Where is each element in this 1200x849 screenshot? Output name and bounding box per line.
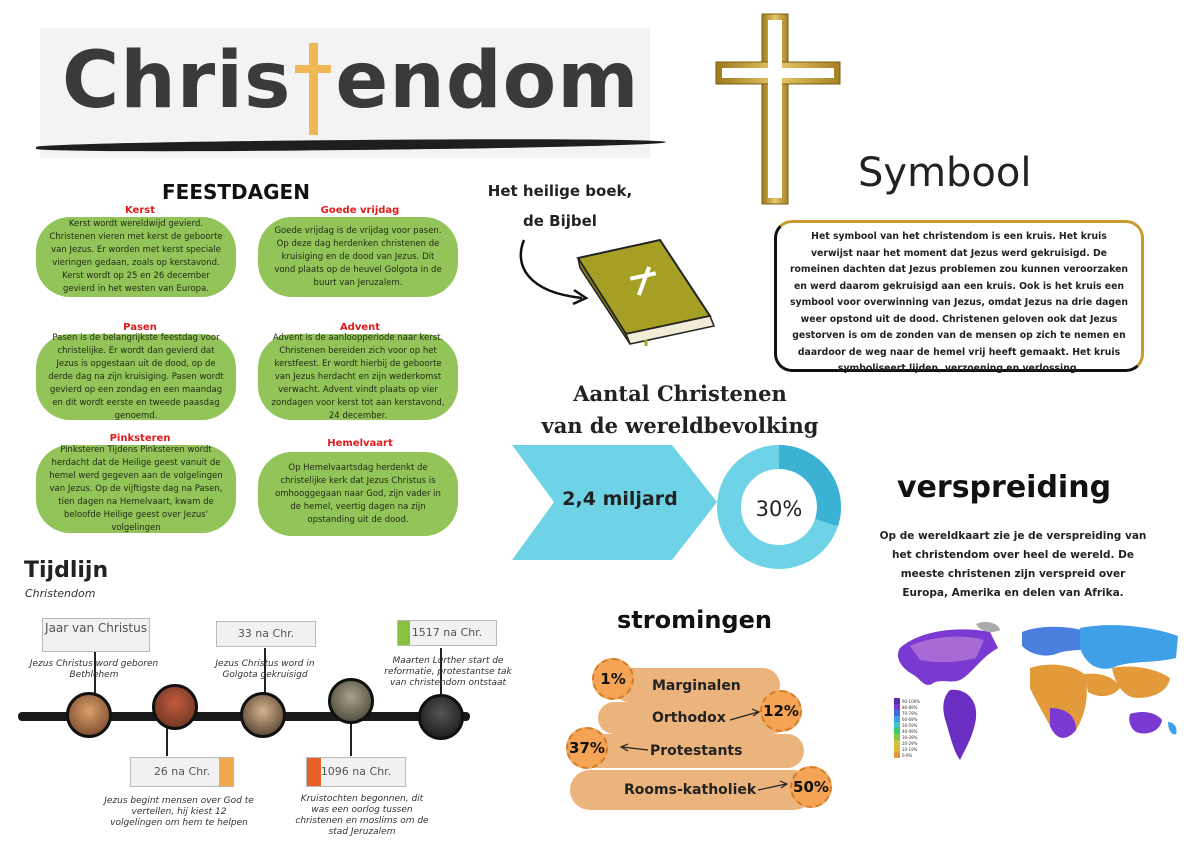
world-map xyxy=(880,618,1185,768)
timeline-date-2: 33 na Chr. xyxy=(216,621,316,647)
aantal-percent: 30% xyxy=(755,497,803,521)
feestdag-pasen-text: Pasen is de belangrijkste feestdag voor christelijke. Er wordt dan gevierd dat Jezus is opgestaan uit de dood, op de derde dag na zijn kruisiging. Pasen wordt gevierd op een zondag en een maandag en dit wordt eerste en tweede paasdag genoemd. xyxy=(36,334,236,420)
map-legend-item: 50-59% xyxy=(902,723,918,728)
verspreiding-title: verspreiding xyxy=(897,470,1112,505)
timeline-note-2: Jezus Christus word in Golgota gekruisigd xyxy=(215,659,315,680)
map-legend-item: 0-9% xyxy=(902,753,913,758)
bible-illustration xyxy=(510,234,730,346)
aantal-count: 2,4 miljard xyxy=(562,488,678,510)
feestdag-pinksteren-text: Pinksteren Tijdens Pinksteren wordt herdacht dat de Heilige geest vanuit de hemel werd gegeven aan de volgelingen van Jezus. Op de vijftigste dag na Pasen, tien dagen na Hemelvaart, kwam de beloofde Heilige geest over Jezus' volgelingen xyxy=(36,445,236,533)
gold-cross-icon xyxy=(712,10,852,220)
timeline-image-2 xyxy=(240,692,286,738)
stroming-percent-3: 50% xyxy=(790,766,832,808)
map-legend xyxy=(902,699,920,758)
stroming-label-0: Marginalen xyxy=(652,678,741,694)
feestdag-kerst-text: Kerst wordt wereldwijd gevierd. Christenen vieren met kerst de geboorte van Jezus. Er worden met kerst speciale vieringen gedaan, zoals op kerstavond. Kerst wordt op 25 en 26 december gevierd in het westen van Europa. xyxy=(36,217,236,297)
title-cross-icon xyxy=(295,43,331,113)
aantal-title: Aantal Christenen van de wereldbevolking xyxy=(541,381,819,438)
timeline-note-3: Kruistochten begonnen, dit was een oorlog tussen christenen en moslims om de stad Jeruzalem xyxy=(295,794,429,837)
timeline-date-3: 1096 na Chr. xyxy=(306,757,406,787)
stroming-arrows xyxy=(600,700,800,800)
stroming-percent-2: 37% xyxy=(566,727,608,769)
stroming-label-1: Orthodox xyxy=(652,710,726,726)
stromingen-title: stromingen xyxy=(617,606,772,634)
timeline-date-0: Jaar van Christus xyxy=(42,618,150,652)
tijdlijn-subtitle: Christendom xyxy=(25,587,96,600)
feestdag-goede-vrijdag-title: Goede vrijdag xyxy=(320,205,400,216)
feestdag-advent-text: Advent is de aanloopperiode naar kerst. Christenen bereiden zich voor op het kerstfeest. Er wordt hierbij de geboorte van Jezus herdacht en zijn wederkomst verwacht. Advent vindt plaats op vier zondagen voor kerst tot aan kerstavond, 24 december. xyxy=(258,334,458,420)
map-legend-item: 40-49% xyxy=(902,729,918,734)
timeline-image-1 xyxy=(152,684,198,730)
stroming-label-3: Rooms-katholiek xyxy=(624,782,757,798)
tijdlijn-title: Tijdlijn xyxy=(24,558,109,583)
timeline-image-3 xyxy=(328,678,374,724)
feestdag-pinksteren-title: Pinksteren xyxy=(109,433,171,444)
timeline-note-1: Jezus begint mensen over God te vertellen, hij kiest 12 volgelingen om hem te helpen xyxy=(104,796,254,828)
timeline-date-4: 1517 na Chr. xyxy=(397,620,497,646)
feestdag-advent-title: Advent xyxy=(339,322,381,333)
map-legend-item: 10-19% xyxy=(902,747,918,752)
map-legend-item: 60-69% xyxy=(902,717,918,722)
feestdag-hemelvaart-title: Hemelvaart xyxy=(327,438,393,449)
timeline-note-0: Jezus Christus word geboren Bethlehem xyxy=(29,659,159,680)
stroming-percent-0: 1% xyxy=(592,658,634,700)
stroming-label-2: Protestants xyxy=(650,743,743,759)
map-legend-item: 70-79% xyxy=(902,711,918,716)
verspreiding-text: Op de wereldkaart zie je de verspreiding van het christendom over heel de wereld. De meeste christenen zijn verspreid over Europa, Amerika en delen van Afrika. xyxy=(879,530,1147,599)
timeline-image-4 xyxy=(418,694,464,740)
bible-arrow-icon xyxy=(521,240,582,298)
feestdagen-title: FEESTDAGEN xyxy=(162,180,310,204)
feestdag-kerst-title: Kerst xyxy=(124,205,156,216)
timeline-image-0 xyxy=(66,692,112,738)
stroming-percent-1: 12% xyxy=(760,690,802,732)
feestdag-hemelvaart-text: Op Hemelvaartsdag herdenkt de christelijke kerk dat Jezus Christus is omhooggegaan naar God, zijn vader in de hemel, veertig dagen na zijn opstanding uit de dood. xyxy=(258,452,458,536)
bible-label: Het heilige boek, de Bijbel xyxy=(487,182,633,230)
map-legend-item: 20-29% xyxy=(902,741,918,746)
symbool-title: Symbool xyxy=(858,150,1032,196)
page-title: Chris endom xyxy=(62,36,640,126)
timeline-date-1: 26 na Chr. xyxy=(130,757,234,787)
symbool-text: Het symbool van het christendom is een kruis. Het kruis verwijst naar het moment dat Jezus werd gekruisigd. De romeinen dachten dat Jezus problemen zou kunnen veroorzaken en werd daarom gekruisigd aan een kruis. Ook is het kruis een symbool voor overwinning van Jezus, omdat Jezus na drie dagen weer opstond uit de dood. Christenen geloven ook dat Jezus gestorven is om de zonden van de mensen op zich te nemen en daardoor de weg naar de hemel vrij heeft gemaakt. Het kruis symboliseert lijden, verzoening en verlossing. xyxy=(774,220,1144,372)
timeline-note-4: Maarten Lurther start de reformatie, protestantse tak van christendom ontstaat xyxy=(384,656,512,688)
map-legend-item: 80-89% xyxy=(902,705,918,710)
bible-book-icon xyxy=(578,240,714,346)
map-legend-item: 90-100% xyxy=(902,699,920,704)
map-legend-item: 30-39% xyxy=(902,735,918,740)
feestdag-pasen-title: Pasen xyxy=(123,322,157,333)
feestdag-goede-vrijdag-text: Goede vrijdag is de vrijdag voor pasen. Op deze dag herdenken christenen de kruisiging en de dood van Jezus. Dit vond plaats op de heuvel Golgota in de buurt van Jeruzalem. xyxy=(258,217,458,297)
